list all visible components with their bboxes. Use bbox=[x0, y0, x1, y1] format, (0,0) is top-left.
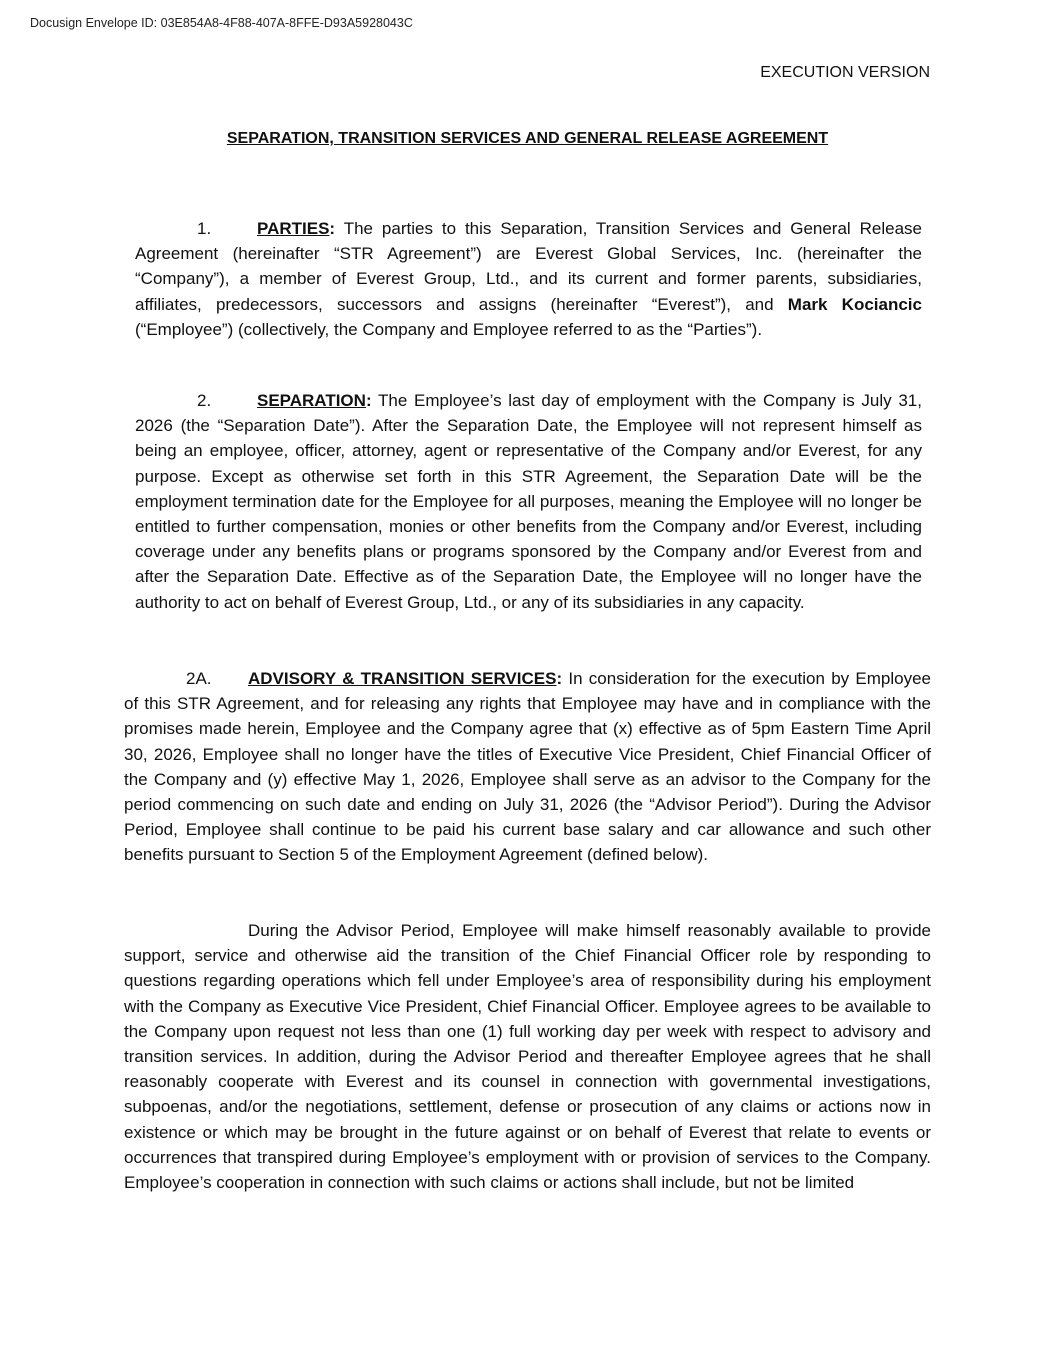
section-text: During the Advisor Period, Employee will make himself reasonably available to provide support, service and otherwise aid the transition of the Chief Financial Officer role by responding to questions regarding operations which fell under Employee’s area of responsibility during his employment with the Company as Executive Vice President, Chief Financial Officer. Employee agrees to be available to the Company upon request not less than one (1) full working day per week with respect to advisory and transition services. In addition, during the Advisor Period and thereafter Employee agrees that he shall reasonably cooperate with Everest and its counsel in connection with governmental investigations, subpoenas, and/or the negotiations, settlement, defense or prosecution of any claims or actions now in existence or which may be brought in the future against or on behalf of Everest that relate to events or occurrences that transpired during Employee’s employment with or provision of services to the Company. Employee’s cooperation in connection with such claims or actions shall include, but not be limited bbox=[124, 921, 931, 1193]
docusign-envelope-id: Docusign Envelope ID: 03E854A8-4F88-407A-8FFE-D93A5928043C bbox=[30, 16, 413, 30]
section-heading: ADVISORY & TRANSITION SERVICES bbox=[248, 669, 557, 688]
section-number: 2. bbox=[197, 391, 212, 410]
document-title: SEPARATION, TRANSITION SERVICES AND GENERAL RELEASE AGREEMENT bbox=[226, 130, 829, 147]
heading-colon: : bbox=[556, 669, 563, 688]
section-number: 2A. bbox=[186, 669, 212, 688]
execution-version-label: EXECUTION VERSION bbox=[760, 64, 930, 81]
section-heading: SEPARATION bbox=[257, 391, 366, 410]
section-separation bbox=[135, 388, 922, 615]
section-text-continued: (“Employee”) (collectively, the Company and Employee referred to as the “Parties”). bbox=[135, 319, 763, 339]
employee-name: Mark Kociancic bbox=[787, 294, 922, 314]
heading-colon: : bbox=[329, 219, 336, 238]
section-advisory-transition bbox=[124, 666, 931, 868]
section-text: The parties to this Separation, Transition Services and General Release Agreement (hereinafter “STR Agreement”) are Everest Global Services, Inc. (hereinafter the “Company”), a member of Everest Group, Ltd., and its current and former parents, subsidiaries, affiliates, predecessors, successors and assigns (hereinafter “Everest”), and bbox=[135, 219, 922, 314]
section-text: The Employee’s last day of employment with the Company is July 31, 2026 (the “Separation Date”). After the Separation Date, the Employee will not represent himself as being an employee, officer, attorney, agent or representative of the Company and/or Everest, for any purpose. Except as otherwise set forth in this STR Agreement, the Separation Date will be the employment termination date for the Employee for all purposes, meaning the Employee will no longer be entitled to further compensation, monies or other benefits from the Company and/or Everest, including coverage under any benefits plans or programs sponsored by the Company and/or Everest from and after the Separation Date. Effective as of the Separation Date, the Employee will no longer have the authority to act on behalf of Everest Group, Ltd., or any of its subsidiaries in any capacity. bbox=[135, 391, 922, 612]
section-heading: PARTIES bbox=[257, 219, 330, 238]
heading-colon: : bbox=[365, 391, 372, 410]
section-advisory-continued bbox=[124, 918, 931, 1195]
section-text: In consideration for the execution by Employee of this STR Agreement, and for releasing any rights that Employee may have and in compliance with the promises made herein, Employee and the Company agree that (x) effective as of 5pm Eastern Time April 30, 2026, Employee shall no longer have the titles of Executive Vice President, Chief Financial Officer of the Company and (y) effective May 1, 2026, Employee shall serve as an advisor to the Company for the period commencing on such date and ending on July 31, 2026 (the “Advisor Period”). During the Advisor Period, Employee shall continue to be paid his current base salary and car allowance and such other benefits pursuant to Section 5 of the Employment Agreement (defined below). bbox=[124, 669, 931, 865]
section-number: 1. bbox=[197, 219, 212, 238]
section-parties bbox=[135, 216, 922, 342]
